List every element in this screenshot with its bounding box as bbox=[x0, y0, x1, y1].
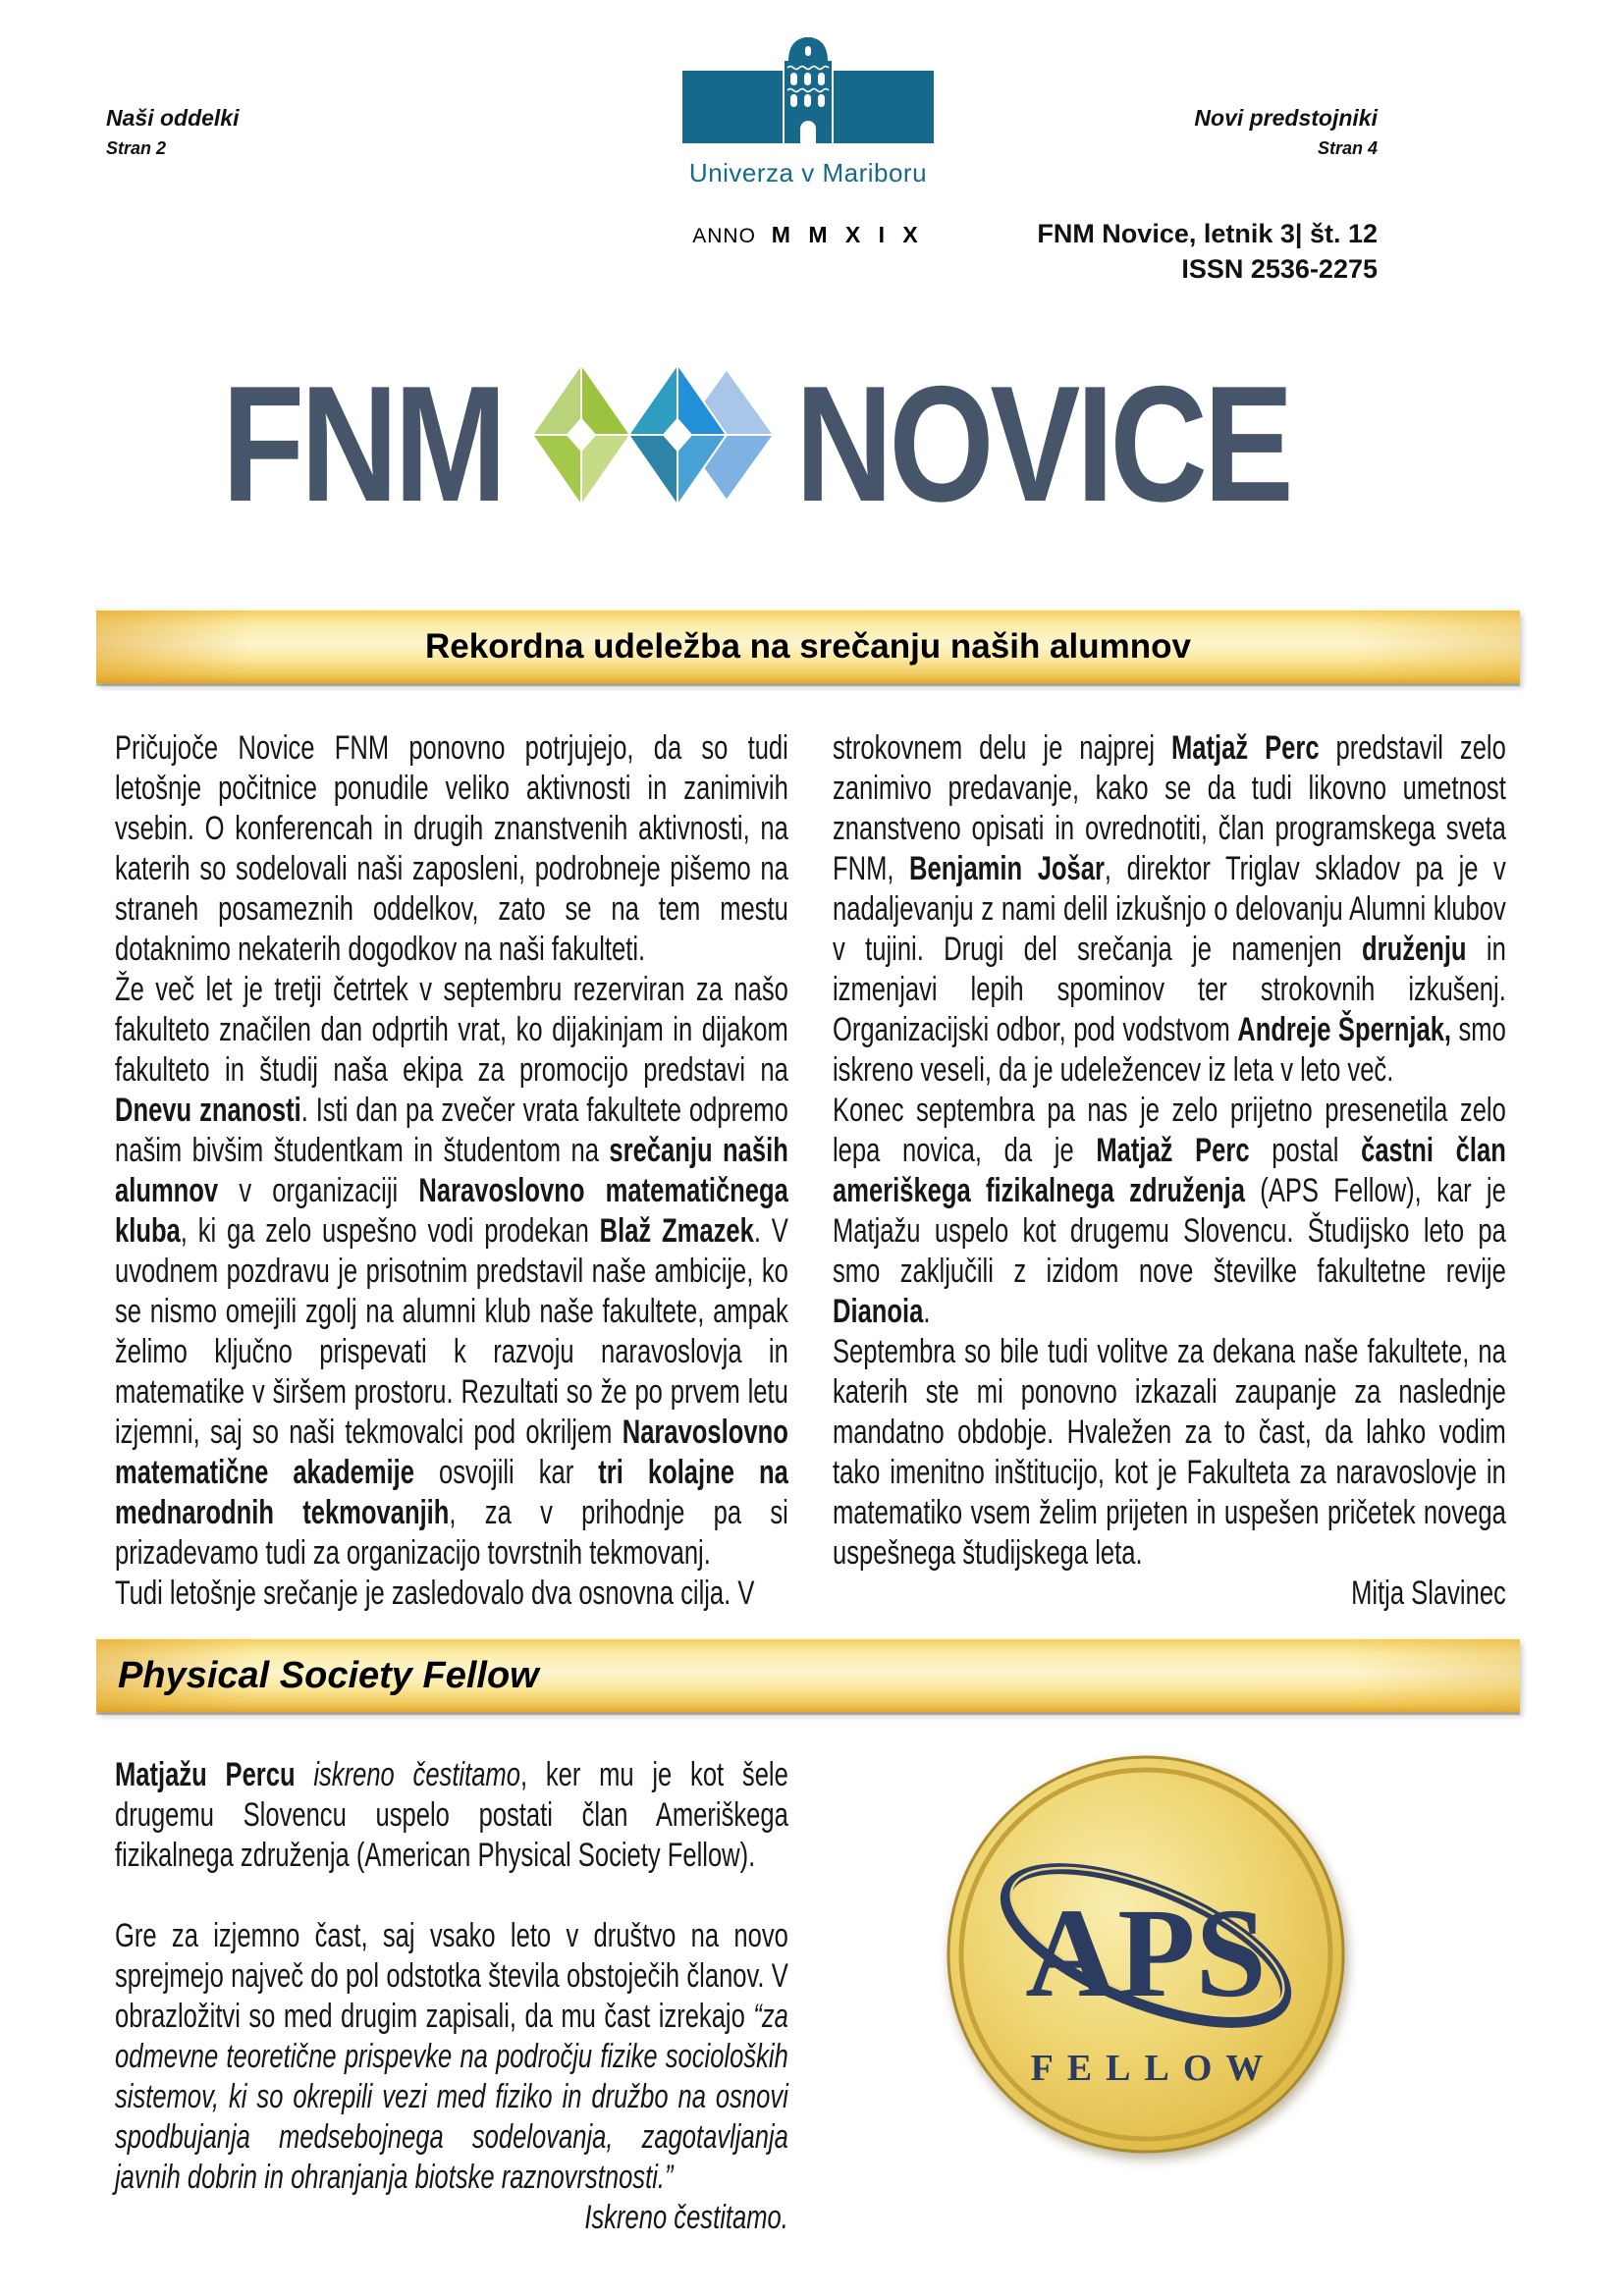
paragraph: strokovnem delu je najprej Matjaž Perc predstavil zelo zanimivo predavanje, kako se da tudi likovno umetnost znanstveno opisati in ovrednotiti, član programskega sveta FNM, Benjamin Jošar, direktor Triglav skladov pa je v nadaljevanju z nami delil izkušnjo o delovanju Alumni klubov v tujini. Drugi del srečanja je namenjen druženju in izmenjavi lepih spominov ter strokovnih izkušenj. Organizacijski odbor, pod vodstvom Andreje Špernjak, smo iskreno veseli, da je udeležencev iz leta v leto več. bbox=[833, 729, 1506, 1089]
article2-headline-banner bbox=[96, 1637, 1520, 1712]
teaser-right-title: Novi predstojniki bbox=[1194, 105, 1378, 131]
article1-signature: Mitja Slavinec bbox=[1351, 1575, 1506, 1612]
teaser-right-page: Stran 4 bbox=[1317, 138, 1378, 158]
teaser-right bbox=[1194, 104, 1378, 160]
anno-line bbox=[648, 222, 968, 248]
medal-label: FELLOW bbox=[1030, 2048, 1277, 2089]
teaser-left-page: Stran 2 bbox=[106, 138, 167, 158]
issue-line: FNM Novice, letnik 3| št. 12 bbox=[1037, 219, 1378, 248]
issue-info bbox=[1037, 218, 1378, 285]
article2-column-1 bbox=[115, 1755, 788, 2238]
logo-word-fnm: FNM bbox=[222, 351, 504, 536]
paragraph: Konec septembra pa nas je zelo prijetno presenetila zelo lepa novica, da je Matjaž Perc postal častni član ameriškega fizikalnega združenja (APS Fellow), kar je Matjažu uspelo kot drugemu Slovencu. Študijsko leto pa smo zaključili z izidom nove številke fakultetne revije Dianoia. bbox=[833, 1092, 1506, 1330]
fnm-novice-logotype bbox=[0, 351, 1624, 536]
anno-year: M M X I X bbox=[771, 222, 924, 247]
article1-column-2 bbox=[833, 728, 1506, 1614]
article2-signoff: Iskreno čestitamo. bbox=[584, 2199, 788, 2236]
paragraph: Pričujoče Novice FNM ponovno potrjujejo, da so tudi letošnje počitnice ponudile veliko aktivnosti in zanimivih vsebin. O konferencah in drugih znanstvenih aktivnosti, na katerih so sodelovali naši zaposleni, podrobneje pišemo na straneh posameznih oddelkov, zato se na tem mestu dotaknimo nekaterih dogodkov na naši fakulteti. bbox=[115, 729, 788, 968]
article2-headline: Physical Society Fellow bbox=[118, 1654, 539, 1696]
article1-headline-banner bbox=[96, 609, 1520, 683]
teaser-left-title: Naši oddelki bbox=[106, 105, 240, 131]
paragraph: Že več let je tretji četrtek v septembru rezerviran za našo fakulteto značilen dan odprtih vrat, ko dijakinjam in dijakom fakulteto in študij naša ekipa za promocijo predstavi na Dnevu znanosti. Isti dan pa zvečer vrata fakultete odpremo našim bivšim študentkam in študentom na srečanju naših alumnov v organizaciji Naravoslovno matematičnega kluba, ki ga zelo uspešno vodi prodekan Blaž Zmazek. V uvodnem pozdravu je prisotnim predstavil naše ambicije, ko se nismo omejili zgolj na alumni klub naše fakultete, ampak želimo ključno prispevati k razvoju naravoslovja in matematike v širšem prostoru. Rezultati so že po prvem letu izjemni, saj so naši tekmovalci pod okriljem Naravoslovno matematične akademije osvojili kar tri kolajne na mednarodnih tekmovanjih, za v prihodnje pa si prizadevamo tudi za organizacijo tovrstnih tekmovanj. bbox=[115, 971, 788, 1572]
paragraph: Tudi letošnje srečanje je zasledovalo dva osnovna cilja. V bbox=[115, 1575, 755, 1612]
paragraph: Matjažu Percu iskreno čestitamo, ker mu je kot šele drugemu Slovencu uspelo postati član Ameriškega fizikalnega združenja (American Physical Society Fellow). bbox=[115, 1756, 788, 1874]
fnm-logo-diamonds-icon bbox=[530, 363, 778, 507]
university-logo-block bbox=[648, 37, 968, 248]
anno-label: ANNO bbox=[692, 225, 756, 247]
paragraph: Gre za izjemno čast, saj vsako leto v društvo na novo sprejmejo največ do pol odstotka števila obstoječih članov. V obrazložitvi so med drugim zapisali, da mu čast izrekajo “za odmevne teoretične prispevke na področju fizike socioloških sistemov, ki so okrepili vezi med fiziko in družbo na osnovi spodbujanja medsebojnega sodelovanja, zagotavljanja javnih dobrin in ohranjanja biotske raznovrstnosti.” bbox=[115, 1917, 788, 2196]
issn-line: ISSN 2536-2275 bbox=[1181, 254, 1378, 284]
aps-fellow-medal bbox=[946, 1754, 1346, 2155]
logo-word-novice: NOVICE bbox=[795, 351, 1290, 536]
medal-acronym: APS bbox=[1025, 1883, 1267, 2024]
article1-headline: Rekordna udeležba na srečanju naših alumnov bbox=[425, 627, 1191, 666]
university-name: Univerza v Mariboru bbox=[688, 158, 928, 187]
paragraph: Septembra so bile tudi volitve za dekana naše fakultete, na katerih ste mi ponovno izkazali zaupanje za naslednje mandatno obdobje. Hvaležen za to čast, da lahko vodim tako imenitno inštitucijo, kot je Fakulteta za naravoslovje in matematiko vsem želim prijeten in uspešen pričetek novega uspešnega študijskega leta. bbox=[833, 1333, 1506, 1572]
university-building-icon bbox=[682, 37, 934, 147]
teaser-left bbox=[106, 104, 239, 160]
article1-column-1 bbox=[115, 728, 788, 1614]
